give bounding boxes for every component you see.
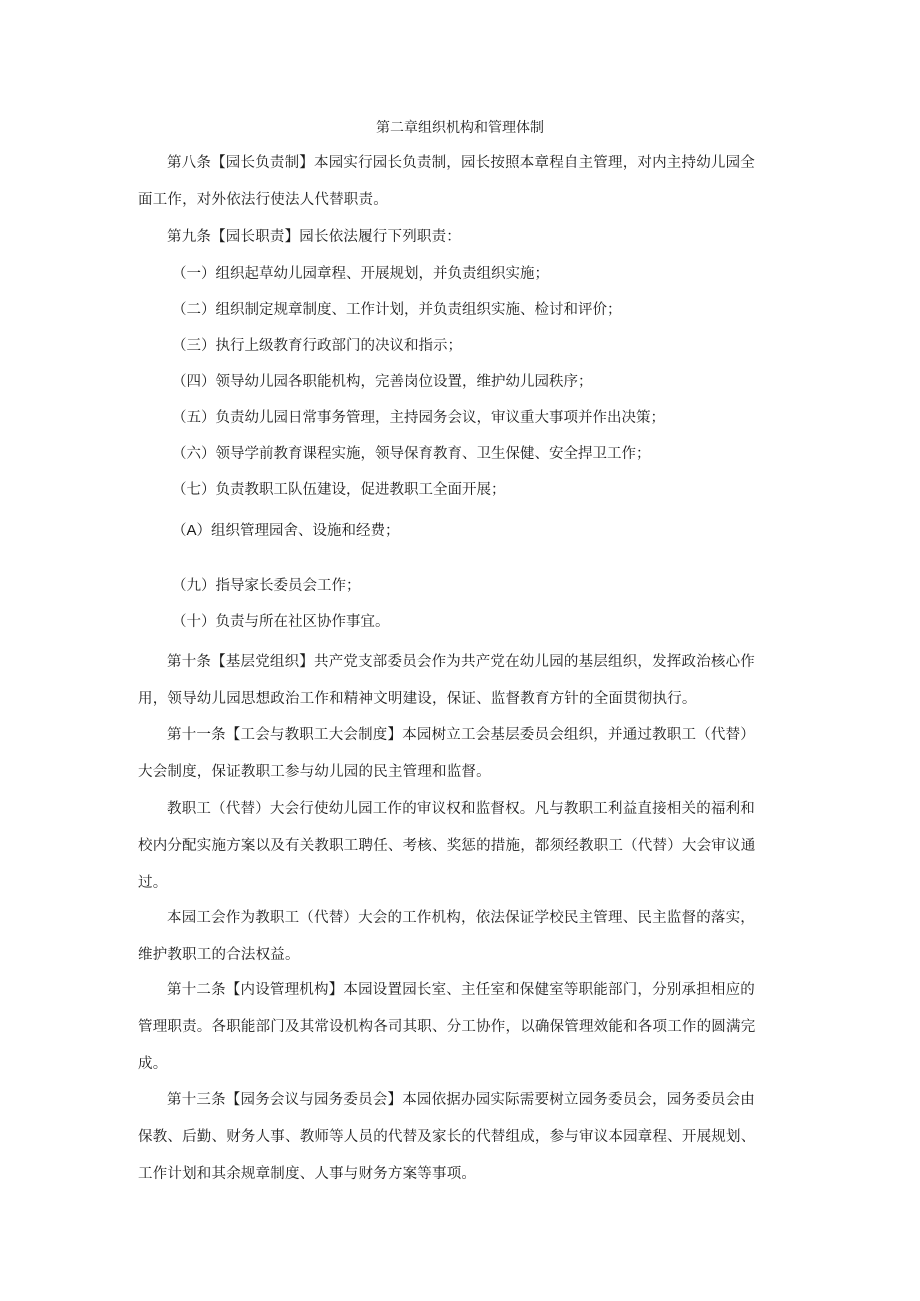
union-paragraph <box>138 900 790 974</box>
article-13-line-3: 工作计划和其余规章制度、人事与财务方案等事项。 <box>138 1166 477 1182</box>
duty-item-8 <box>172 521 400 541</box>
duty-item-8-open: （ <box>172 523 187 539</box>
article-10-line-2: 用，领导幼儿园思想政治工作和精神文明建设，保证、监督教育方针的全面贯彻执行。 <box>138 691 697 707</box>
article-9-intro <box>138 219 790 256</box>
article-12-line-3: 成。 <box>138 1056 168 1072</box>
article-11-line-1: 第十一条【工会与教职工大会制度】本园树立工会基层委员会组织，并通过教职工（代替） <box>167 727 755 743</box>
duty-item-8-text: ）组织管理园舍、设施和经费； <box>196 523 400 539</box>
duty-item-2: （二）组织制定规章制度、工作计划，并负责组织实施、检讨和评价； <box>172 302 622 318</box>
staff-congress-paragraph <box>138 791 790 902</box>
duty-item-4: （四）领导幼儿园各职能机构，完善岗位设置，维护幼儿园秩序； <box>172 374 593 390</box>
article-12 <box>138 972 790 1083</box>
duty-item-1: （一）组织起草幼儿园章程、开展规划，并负责组织实施； <box>172 266 549 282</box>
article-13 <box>138 1082 790 1193</box>
duty-item-9: （九）指导家长委员会工作； <box>172 578 361 594</box>
duty-item-3: （三）执行上级教育行政部门的决议和指示； <box>172 338 462 354</box>
staff-congress-line-1: 教职工（代替）大会行使幼儿园工作的审议权和监督权。凡与教职工利益直接相关的福利和 <box>167 801 755 817</box>
article-10-line-1: 第十条【基层党组织】共产党支部委员会作为共产党在幼儿园的基层组织，发挥政治核心作 <box>167 654 755 670</box>
article-11-line-2: 大会制度，保证教职工参与幼儿园的民主管理和监督。 <box>138 764 491 780</box>
staff-congress-line-2: 校内分配实施方案以及有关教职工聘任、考核、奖惩的措施，都须经教职工（代替）大会审议通 <box>138 838 756 854</box>
article-8 <box>138 145 790 219</box>
article-13-line-1: 第十三条【园务会议与园务委员会】本园依据办园实际需要树立园务委员会，园务委员会由 <box>167 1092 755 1108</box>
chapter-title: 第二章组织机构和管理体制 <box>376 120 544 136</box>
article-11 <box>138 717 790 791</box>
article-9-intro-text: 第九条【园长职责】园长依法履行下列职责： <box>167 229 461 245</box>
duty-item-5: （五）负责幼儿园日常事务管理，主持园务会议，审议重大事项并作出决策； <box>172 410 665 426</box>
article-8-line-2: 面工作，对外依法行使法人代替职责。 <box>138 192 388 208</box>
duty-item-6: （六）领导学前教育课程实施，领导保育教育、卫生保健、安全捍卫工作； <box>172 446 651 462</box>
duty-item-7: （七）负责教职工队伍建设，促进教职工全面开展； <box>172 482 506 498</box>
article-13-line-2: 保教、后勤、财务人事、教师等人员的代替及家长的代替组成，参与审议本园章程、开展规划、 <box>138 1129 756 1145</box>
article-10 <box>138 644 790 718</box>
article-12-line-1: 第十二条【内设管理机构】本园设置园长室、主任室和保健室等职能部门，分别承担相应的 <box>167 982 755 998</box>
union-line-1: 本园工会作为教职工（代替）大会的工作机构，依法保证学校民主管理、民主监督的落实， <box>167 910 755 926</box>
article-12-line-2: 管理职责。各职能部门及其常设机构各司其职、分工协作，以确保管理效能和各项工作的圆满完 <box>138 1019 756 1035</box>
article-8-line-1: 第八条【园长负责制】本园实行园长负责制，园长按照本章程自主管理，对内主持幼儿园全 <box>167 155 755 171</box>
staff-congress-line-3: 过。 <box>138 875 168 891</box>
duty-item-8-mark: A <box>186 522 197 539</box>
duty-item-10: （十）负责与所在社区协作事宜。 <box>172 614 390 630</box>
union-line-2: 维护教职工的合法权益。 <box>138 947 300 963</box>
